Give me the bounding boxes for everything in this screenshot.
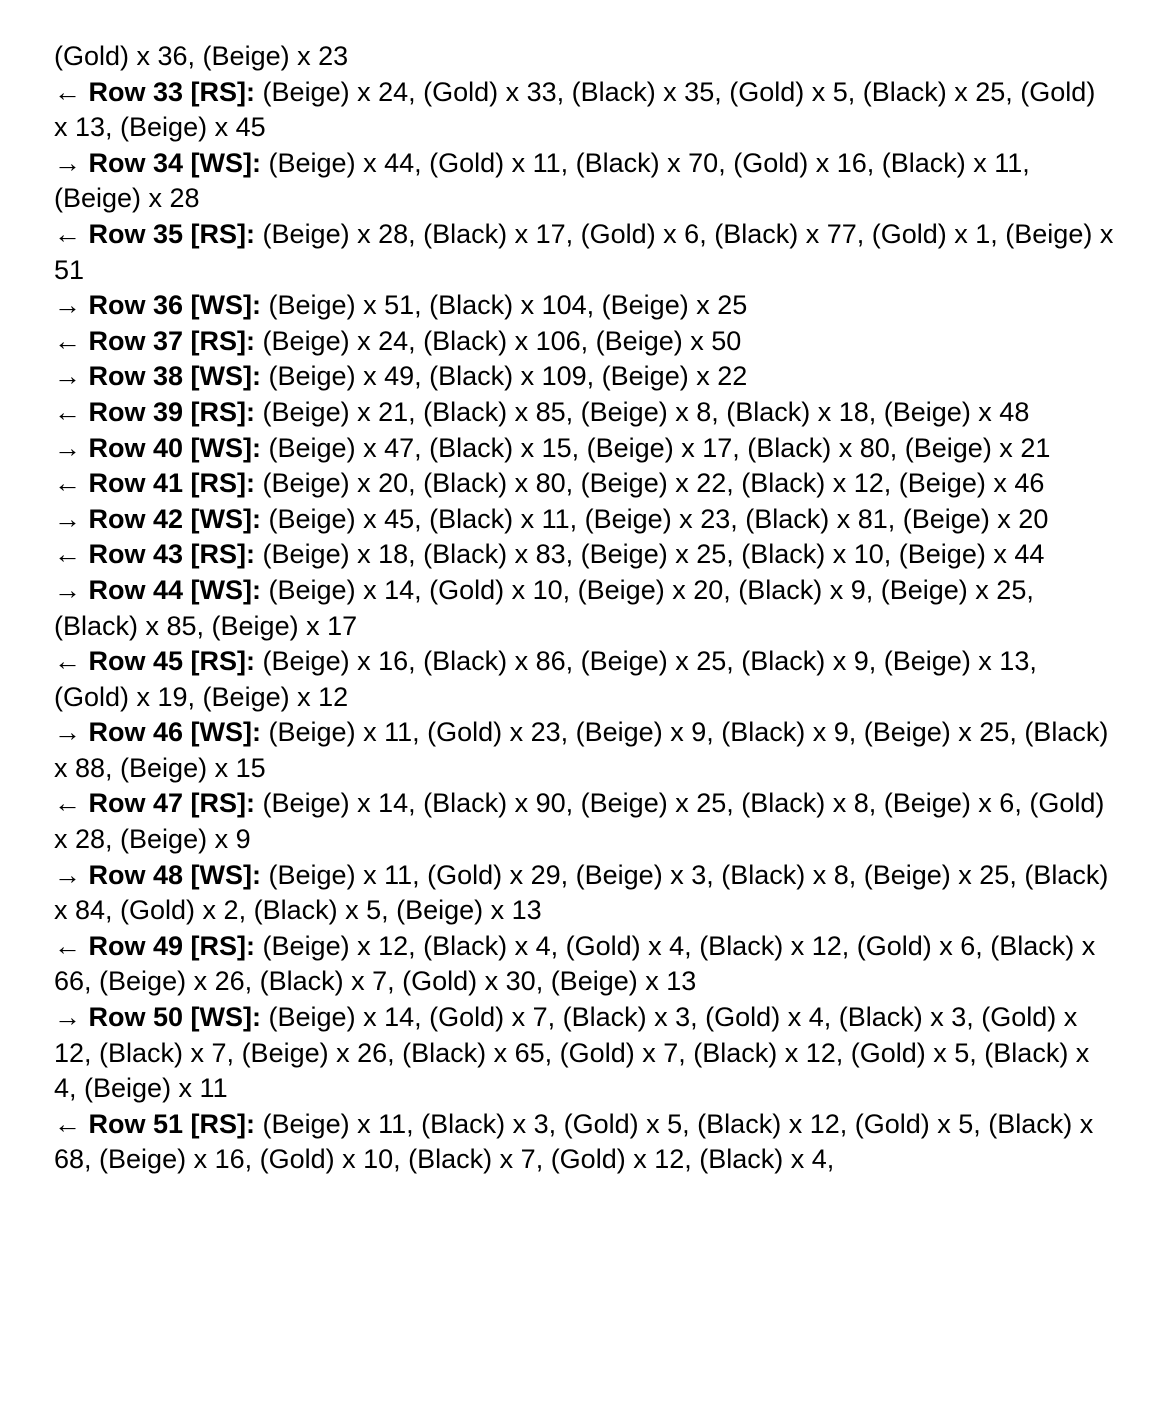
row-stitches: (Beige) x 47, (Black) x 15, (Beige) x 17, (Black) x 80, (Beige) x 21 bbox=[268, 432, 1051, 463]
row-label: Row 50 [WS]: bbox=[88, 1002, 262, 1033]
row-stitches: (Beige) x 14, (Black) x 90, (Beige) x 25, (Black) x 8, (Beige) x 6, (Gold) x 28, (Beige) x 9 bbox=[54, 788, 1105, 855]
row-label: Row 38 [WS]: bbox=[88, 361, 262, 392]
direction-arrow: ← bbox=[54, 788, 81, 819]
direction-arrow: → bbox=[54, 574, 81, 605]
row-line bbox=[54, 502, 1114, 538]
row-line bbox=[54, 644, 1114, 715]
direction-arrow: ← bbox=[54, 930, 81, 961]
row-line bbox=[54, 466, 1114, 502]
direction-arrow: ← bbox=[54, 539, 81, 570]
row-line bbox=[54, 395, 1114, 431]
row-line bbox=[54, 1107, 1114, 1178]
direction-arrow: → bbox=[54, 717, 81, 748]
row-label: Row 42 [WS]: bbox=[88, 503, 262, 534]
row-label: Row 37 [RS]: bbox=[88, 325, 256, 356]
row-stitches: (Beige) x 14, (Gold) x 10, (Beige) x 20, (Black) x 9, (Beige) x 25, (Black) x 85, (Beige) x 17 bbox=[54, 574, 1034, 641]
direction-arrow: ← bbox=[54, 76, 81, 107]
direction-arrow: → bbox=[54, 1002, 81, 1033]
row-line bbox=[54, 537, 1114, 573]
direction-arrow: ← bbox=[54, 468, 81, 499]
row-label: Row 48 [WS]: bbox=[88, 859, 262, 890]
row-label: Row 36 [WS]: bbox=[88, 290, 262, 321]
direction-arrow: → bbox=[54, 503, 81, 534]
row-stitches: (Beige) x 11, (Gold) x 29, (Beige) x 3, (Black) x 8, (Beige) x 25, (Black) x 84, (Gold) x 2, (Black) x 5, (Beige) x 13 bbox=[54, 859, 1109, 926]
row-line bbox=[54, 324, 1114, 360]
row-stitches: (Beige) x 51, (Black) x 104, (Beige) x 25 bbox=[268, 290, 748, 321]
row-label: Row 34 [WS]: bbox=[88, 147, 262, 178]
direction-arrow: ← bbox=[54, 218, 81, 249]
row-stitches: (Beige) x 24, (Gold) x 33, (Black) x 35, (Gold) x 5, (Black) x 25, (Gold) x 13, (Beige) x 45 bbox=[54, 76, 1096, 143]
direction-arrow: → bbox=[54, 361, 81, 392]
continuation-line: (Gold) x 36, (Beige) x 23 bbox=[54, 41, 349, 71]
row-label: Row 39 [RS]: bbox=[88, 396, 256, 427]
row-label: Row 41 [RS]: bbox=[88, 468, 256, 499]
row-stitches: (Beige) x 49, (Black) x 109, (Beige) x 22 bbox=[268, 361, 748, 392]
row-label: Row 44 [WS]: bbox=[88, 574, 262, 605]
direction-arrow: → bbox=[54, 432, 81, 463]
direction-arrow: ← bbox=[54, 646, 81, 677]
direction-arrow: → bbox=[54, 147, 81, 178]
row-line bbox=[54, 288, 1114, 324]
direction-arrow: → bbox=[54, 859, 81, 890]
row-label: Row 35 [RS]: bbox=[88, 218, 256, 249]
direction-arrow: → bbox=[54, 290, 81, 321]
direction-arrow: ← bbox=[54, 325, 81, 356]
row-line bbox=[54, 146, 1114, 217]
row-line bbox=[54, 431, 1114, 467]
row-stitches: (Beige) x 44, (Gold) x 11, (Black) x 70, (Gold) x 16, (Black) x 11, (Beige) x 28 bbox=[54, 147, 1030, 214]
row-stitches: (Beige) x 14, (Gold) x 7, (Black) x 3, (Gold) x 4, (Black) x 3, (Gold) x 12, (Black) x 7, (Beige) x 26, (Black) x 65, (Gold) x 7, (Black) x 12, (Gold) x 5, (Black) x 4, (Beige) x 11 bbox=[54, 1002, 1090, 1104]
row-label: Row 45 [RS]: bbox=[88, 646, 256, 677]
row-stitches: (Beige) x 11, (Gold) x 23, (Beige) x 9, (Black) x 9, (Beige) x 25, (Black) x 88, (Beige) x 15 bbox=[54, 717, 1109, 783]
row-line bbox=[54, 1000, 1114, 1107]
row-line bbox=[54, 929, 1114, 1000]
row-stitches: (Beige) x 45, (Black) x 11, (Beige) x 23, (Black) x 81, (Beige) x 20 bbox=[268, 503, 1049, 534]
row-line bbox=[54, 217, 1114, 288]
row-label: Row 46 [WS]: bbox=[88, 717, 262, 748]
row-stitches: (Beige) x 11, (Black) x 3, (Gold) x 5, (Black) x 12, (Gold) x 5, (Black) x 68, (Beige) x 16, (Gold) x 10, (Black) x 7, (Gold) x 12, (Black) x 4, bbox=[54, 1108, 1094, 1175]
row-label: Row 47 [RS]: bbox=[88, 788, 256, 819]
row-line bbox=[54, 858, 1114, 929]
row-stitches: (Beige) x 16, (Black) x 86, (Beige) x 25, (Black) x 9, (Beige) x 13, (Gold) x 19, (Beige) x 12 bbox=[54, 646, 1037, 712]
row-stitches: (Beige) x 18, (Black) x 83, (Beige) x 25, (Black) x 10, (Beige) x 44 bbox=[262, 539, 1045, 570]
pattern-instructions bbox=[54, 39, 1114, 1178]
row-stitches: (Beige) x 21, (Black) x 85, (Beige) x 8, (Black) x 18, (Beige) x 48 bbox=[262, 396, 1030, 427]
row-label: Row 49 [RS]: bbox=[88, 930, 256, 961]
row-line bbox=[54, 715, 1114, 786]
row-line bbox=[54, 75, 1114, 146]
row-stitches: (Beige) x 12, (Black) x 4, (Gold) x 4, (Black) x 12, (Gold) x 6, (Black) x 66, (Beige) x 26, (Black) x 7, (Gold) x 30, (Beige) x 13 bbox=[54, 930, 1096, 997]
direction-arrow: ← bbox=[54, 1108, 81, 1139]
row-line bbox=[54, 359, 1114, 395]
direction-arrow: ← bbox=[54, 396, 81, 427]
row-stitches: (Beige) x 20, (Black) x 80, (Beige) x 22, (Black) x 12, (Beige) x 46 bbox=[262, 468, 1045, 499]
row-label: Row 43 [RS]: bbox=[88, 539, 256, 570]
row-stitches: (Beige) x 24, (Black) x 106, (Beige) x 50 bbox=[262, 325, 742, 356]
row-line bbox=[54, 786, 1114, 857]
row-label: Row 33 [RS]: bbox=[88, 76, 256, 107]
row-stitches: (Beige) x 28, (Black) x 17, (Gold) x 6, (Black) x 77, (Gold) x 1, (Beige) x 51 bbox=[54, 218, 1114, 285]
row-label: Row 40 [WS]: bbox=[88, 432, 262, 463]
row-label: Row 51 [RS]: bbox=[88, 1108, 256, 1139]
row-line bbox=[54, 573, 1114, 644]
